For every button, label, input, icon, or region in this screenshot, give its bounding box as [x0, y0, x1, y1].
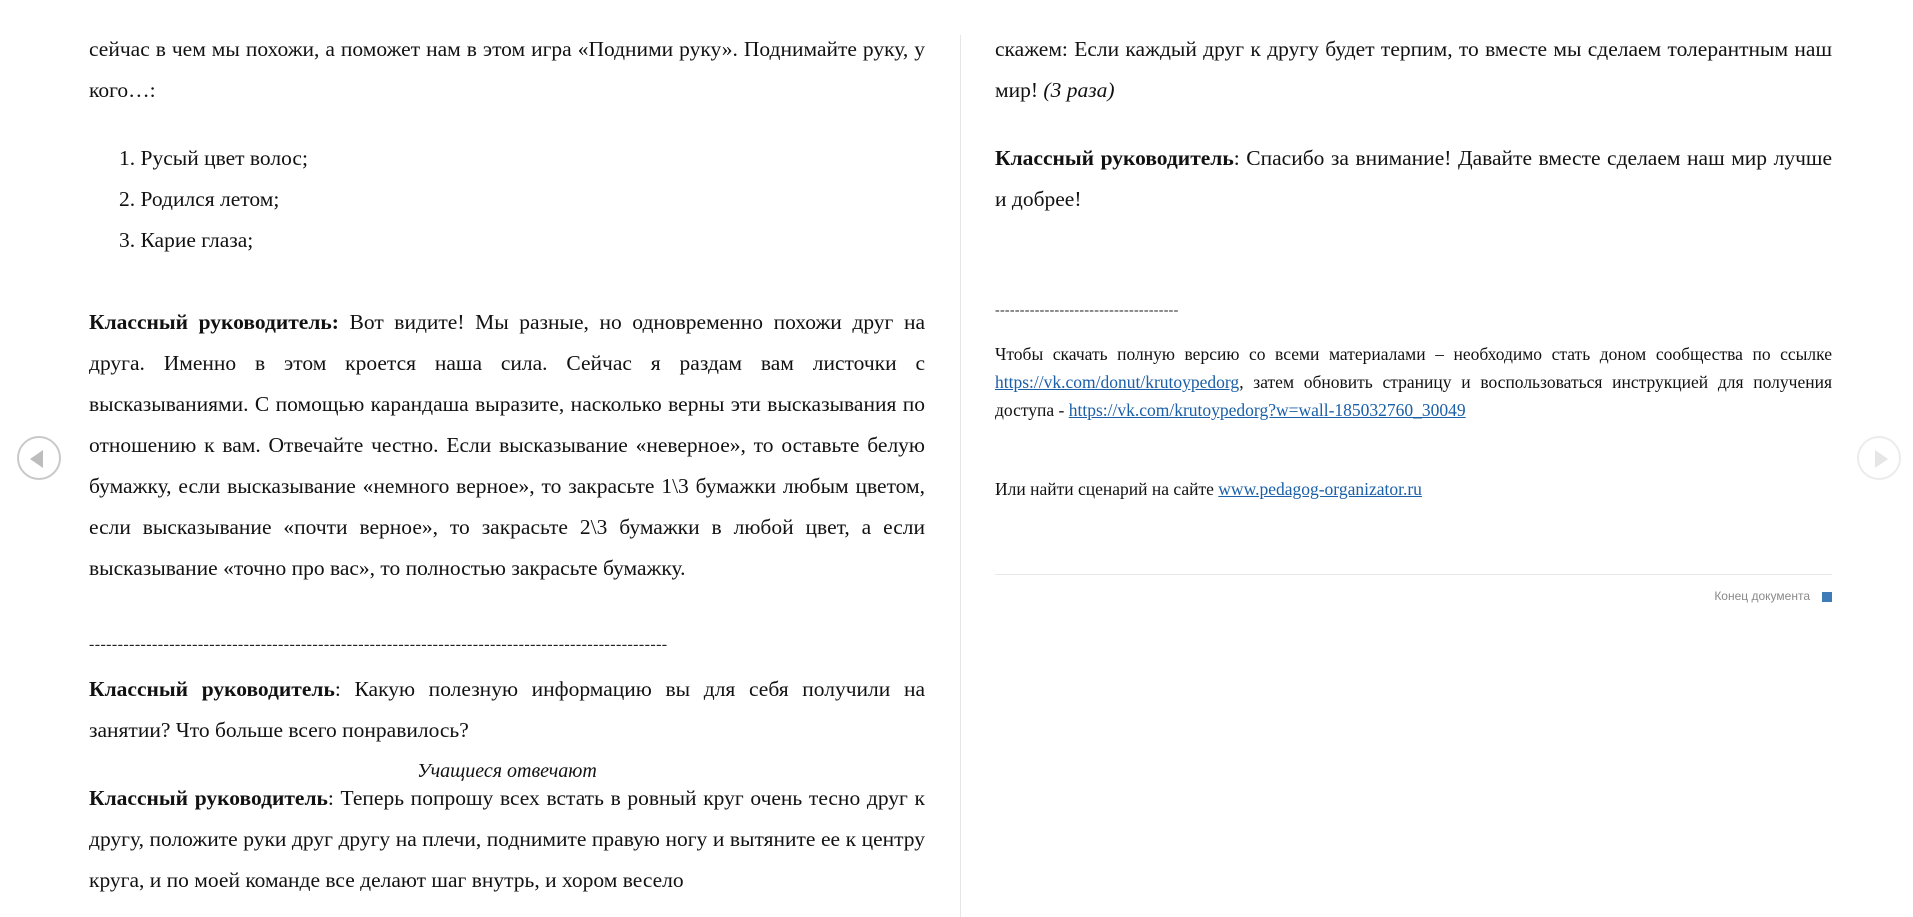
paragraph-text: Вот видите! Мы разные, но одновременно похожи друг на друга. Именно в этом кроется наша сила. Сейчас я раздам вам листочки с высказываниями. С помощью карандаша выразите, насколько верны эти высказывания по отношению к вам. Отвечайте честно. Если высказывание «неверное», то оставьте белую бумажку, если высказывание «немного верное», то закрасьте 1\3 бумажки любым цветом, если высказывание «почти верное», то закрасьте 2\3 бумажки в любой цвет, а если высказывание «точно про вас», то полностью закрасьте бумажку. [89, 310, 925, 580]
separator-line: ----------------------------------------------------------------------------------------------------- [89, 636, 668, 653]
chant-paragraph [995, 29, 1832, 111]
separator-line: ------------------------------------- [995, 303, 1179, 318]
speaker-label: Классный руководитель [89, 677, 335, 701]
teacher-paragraph [995, 138, 1832, 220]
intro-paragraph: сейчас в чем мы похожи, а поможет нам в этом игра «Подними руку». Поднимайте руку, у кого…: [89, 37, 925, 102]
repeat-note: (3 раза) [1043, 78, 1115, 102]
download-note [995, 340, 1832, 424]
end-of-document-label: Конец документа [1714, 589, 1810, 603]
speaker-label: Классный руководитель: [89, 310, 339, 334]
paragraph-text: : Теперь попрошу всех встать в ровный круг очень тесно друг к другу, положите руки друг другу на плечи, поднимите правую ногу и вытяните ее к центру круга, и по моей команде все делают шаг внутрь, и хором весело [89, 786, 925, 892]
chevron-left-icon [30, 450, 43, 468]
students-answer-note: Учащиеся отвечают [417, 760, 597, 782]
donut-link[interactable]: https://vk.com/donut/krutoypedorg [995, 372, 1240, 392]
end-of-document-rule [995, 574, 1832, 575]
teacher-paragraph [89, 778, 925, 901]
chevron-right-icon [1875, 450, 1888, 468]
teacher-paragraph [89, 302, 925, 589]
speaker-label: Классный руководитель [995, 146, 1234, 170]
list-item: 1. Русый цвет волос; [119, 146, 308, 170]
paragraph-text: : Какую полезную информацию вы для себя получили на занятии? Что больше всего понравилось? [89, 677, 925, 742]
note-text: , затем обновить страницу и воспользоваться инструкцией для получения доступа - [995, 372, 1832, 420]
end-marker-icon [1822, 592, 1832, 602]
wall-post-link[interactable]: https://vk.com/krutoypedorg?w=wall-185032760_30049 [1068, 400, 1466, 420]
site-link[interactable]: www.pedagog-organizator.ru [1218, 479, 1422, 499]
paragraph-text: скажем: Если каждый друг к другу будет терпим, то вместе мы сделаем толерантным наш мир! [995, 37, 1832, 102]
list-item: 3. Карие глаза; [119, 228, 254, 252]
note-text: Чтобы скачать полную версию со всеми материалами – необходимо стать доном сообщества по ссылке [995, 344, 1832, 364]
question-list [119, 138, 308, 261]
previous-page-button[interactable] [17, 436, 61, 480]
list-item: 2. Родился летом; [119, 187, 280, 211]
site-note [995, 475, 1832, 503]
speaker-label: Классный руководитель [89, 786, 328, 810]
next-page-button[interactable] [1857, 436, 1901, 480]
page-divider [960, 35, 961, 917]
teacher-paragraph [89, 669, 925, 751]
paragraph-text: : Спасибо за внимание! Давайте вместе сделаем наш мир лучше и добрее! [995, 146, 1832, 211]
note-text: Или найти сценарий на сайте [995, 479, 1219, 499]
